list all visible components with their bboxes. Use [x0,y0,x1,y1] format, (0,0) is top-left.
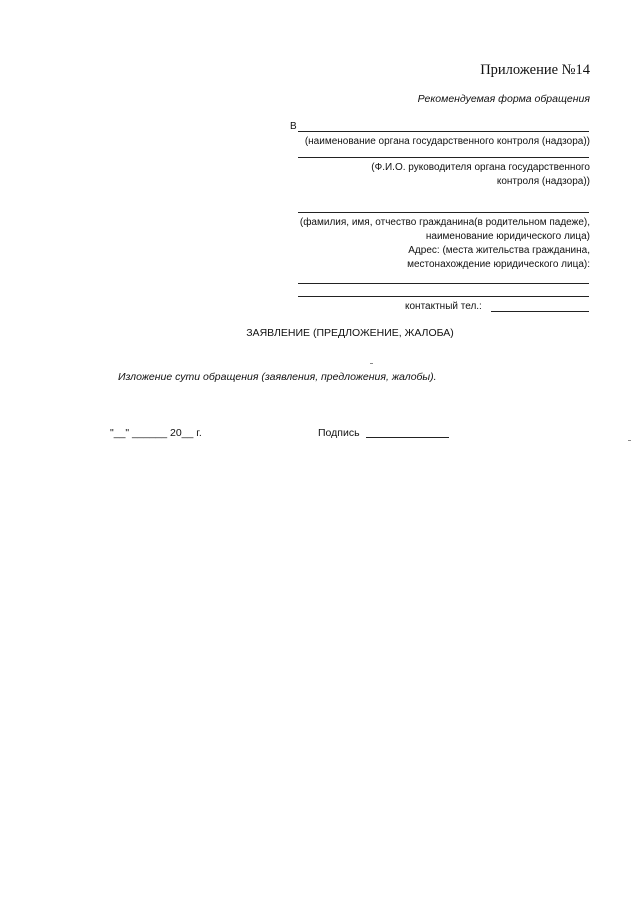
address-fill-line-2 [298,296,589,297]
address-line1: Адрес: (места жительства гражданина, [408,245,590,256]
authority-name-line [298,131,589,132]
signature-label: Подпись [318,427,360,439]
to-prefix: В [290,121,297,132]
recommended-form-label: Рекомендуемая форма обращения [417,93,590,105]
document-title: ЗАЯВЛЕНИЕ (ПРЕДЛОЖЕНИЕ, ЖАЛОБА) [246,327,454,339]
address-line2: местонахождение юридического лица): [407,259,590,270]
sender-name-line [298,212,589,213]
scan-speck [628,440,631,441]
head-name-line [298,157,589,158]
phone-fill-line [491,311,589,312]
signature-fill-line [366,437,449,438]
date-field: "__" ______ 20__ г. [110,427,202,439]
authority-caption: (наименование органа государственного контроля (надзора)) [304,136,590,147]
phone-label: контактный тел.: [405,301,482,312]
appendix-number: Приложение №14 [480,62,590,78]
sender-caption-line1: (фамилия, имя, отчество гражданина(в родительном падеже), [299,217,590,228]
address-fill-line-1 [298,283,589,284]
sender-caption-line2: наименование юридического лица) [425,231,590,242]
head-caption-line1: (Ф.И.О. руководителя органа государственного [371,162,590,173]
appeal-essence: Изложение сути обращения (заявления, предложения, жалобы). [118,371,437,383]
scan-speck [370,363,373,364]
head-caption-line2: контроля (надзора)) [496,176,590,187]
